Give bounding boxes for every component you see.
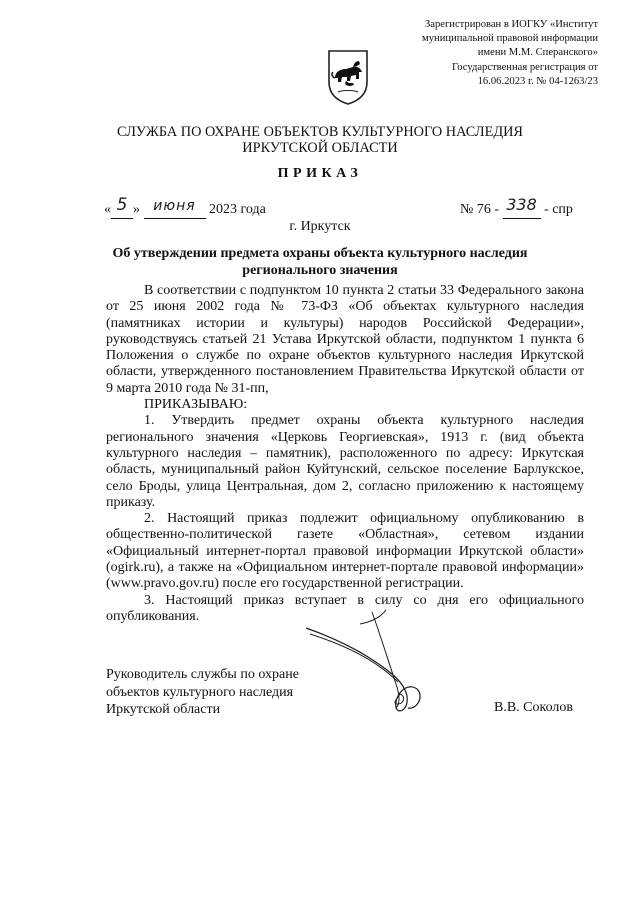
number-prefix: № 76 - [460,202,500,217]
number-handwritten: 338 [506,195,537,214]
document-title-line: регионального значения [242,263,398,278]
signatory-position [106,666,299,719]
preamble-paragraph: В соответствии с подпунктом 10 пункта 2 статьи 33 Федерального закона от 25 июня 2002 года № 73-ФЗ «Об объектах культурного наследия (памятниках истории и культуры) народов Российской Федерации», руководствуясь статьей 21 Устава Иркутской области, подпунктом 1 пункта 6 Положения о службе по охране объектов культурного наследия Иркутской области, утвержденного постановлением Правительства Иркутской области от 9 марта 2010 года № 31-пп, [106,283,584,396]
order-item-3: 3. Настоящий приказ вступает в силу со дня его официального опубликования. [106,592,584,624]
order-item-2: 2. Настоящий приказ подлежит официальному опубликованию в общественно-политической газете «Областная», сетевом издании «Официальный интернет-портал правовой информации Иркутской области» (ogirk.ru), а также на «Официальном интернет-портале правовой информации» (www.pravo.gov.ru) после его государственной регистрации. [106,511,584,592]
signatory-position-line: объектов культурного наследия [106,684,294,700]
document-type: ПРИКАЗ [277,166,363,181]
registration-stamp [390,18,598,89]
agency-name-line2: ИРКУТСКОЙ ОБЛАСТИ [242,140,398,156]
order-word: ПРИКАЗЫВАЮ: [144,397,248,413]
document-title [110,245,530,279]
signer-name: В.В. Соколов [494,700,574,715]
agency-name-line1: СЛУЖБА ПО ОХРАНЕ ОБЪЕКТОВ КУЛЬТУРНОГО НАСЛЕДИЯ [117,124,523,140]
date-day-handwritten: 5 [116,195,128,215]
document-body [106,283,584,625]
registration-line: муниципальной правовой информации [422,33,598,45]
date-year: 2023 года [209,202,266,217]
order-item-1: 1. Утвердить предмет охраны объекта культурного наследия регионального значения «Церковь Георгиевская», 1913 г. (вид объекта культурного наследия – памятник), расположенного по адресу: Иркутская область, муниципальный район Куйтунский, сельское поселение Барлукское, село Броды, улица Центральная, дом 2, согласно приложению к настоящему приказу. [106,413,584,510]
document-city: г. Иркутск [289,219,351,234]
date-month-handwritten: июня [153,198,196,214]
date-close-quote: » [133,202,140,217]
signatory-position-line: Иркутской области [106,702,221,717]
registration-line: 16.06.2023 г. № 04-1263/23 [477,75,598,87]
registration-line: Зарегистрирован в ИОГКУ «Институт [424,19,598,30]
registration-line: имени М.М. Сперанского» [477,47,598,59]
number-suffix: - спр [544,202,573,217]
document-title-line: Об утверждении предмета охраны объекта культурного наследия [112,246,528,261]
document-number [460,195,573,218]
irkutsk-coat-of-arms-icon [326,48,370,106]
document-date [104,195,266,218]
signatory-position-line: Руководитель службы по охране [106,667,299,682]
handwritten-signature [300,604,460,724]
date-open-quote: « [104,202,111,217]
registration-line: Государственная регистрация от [452,61,598,73]
